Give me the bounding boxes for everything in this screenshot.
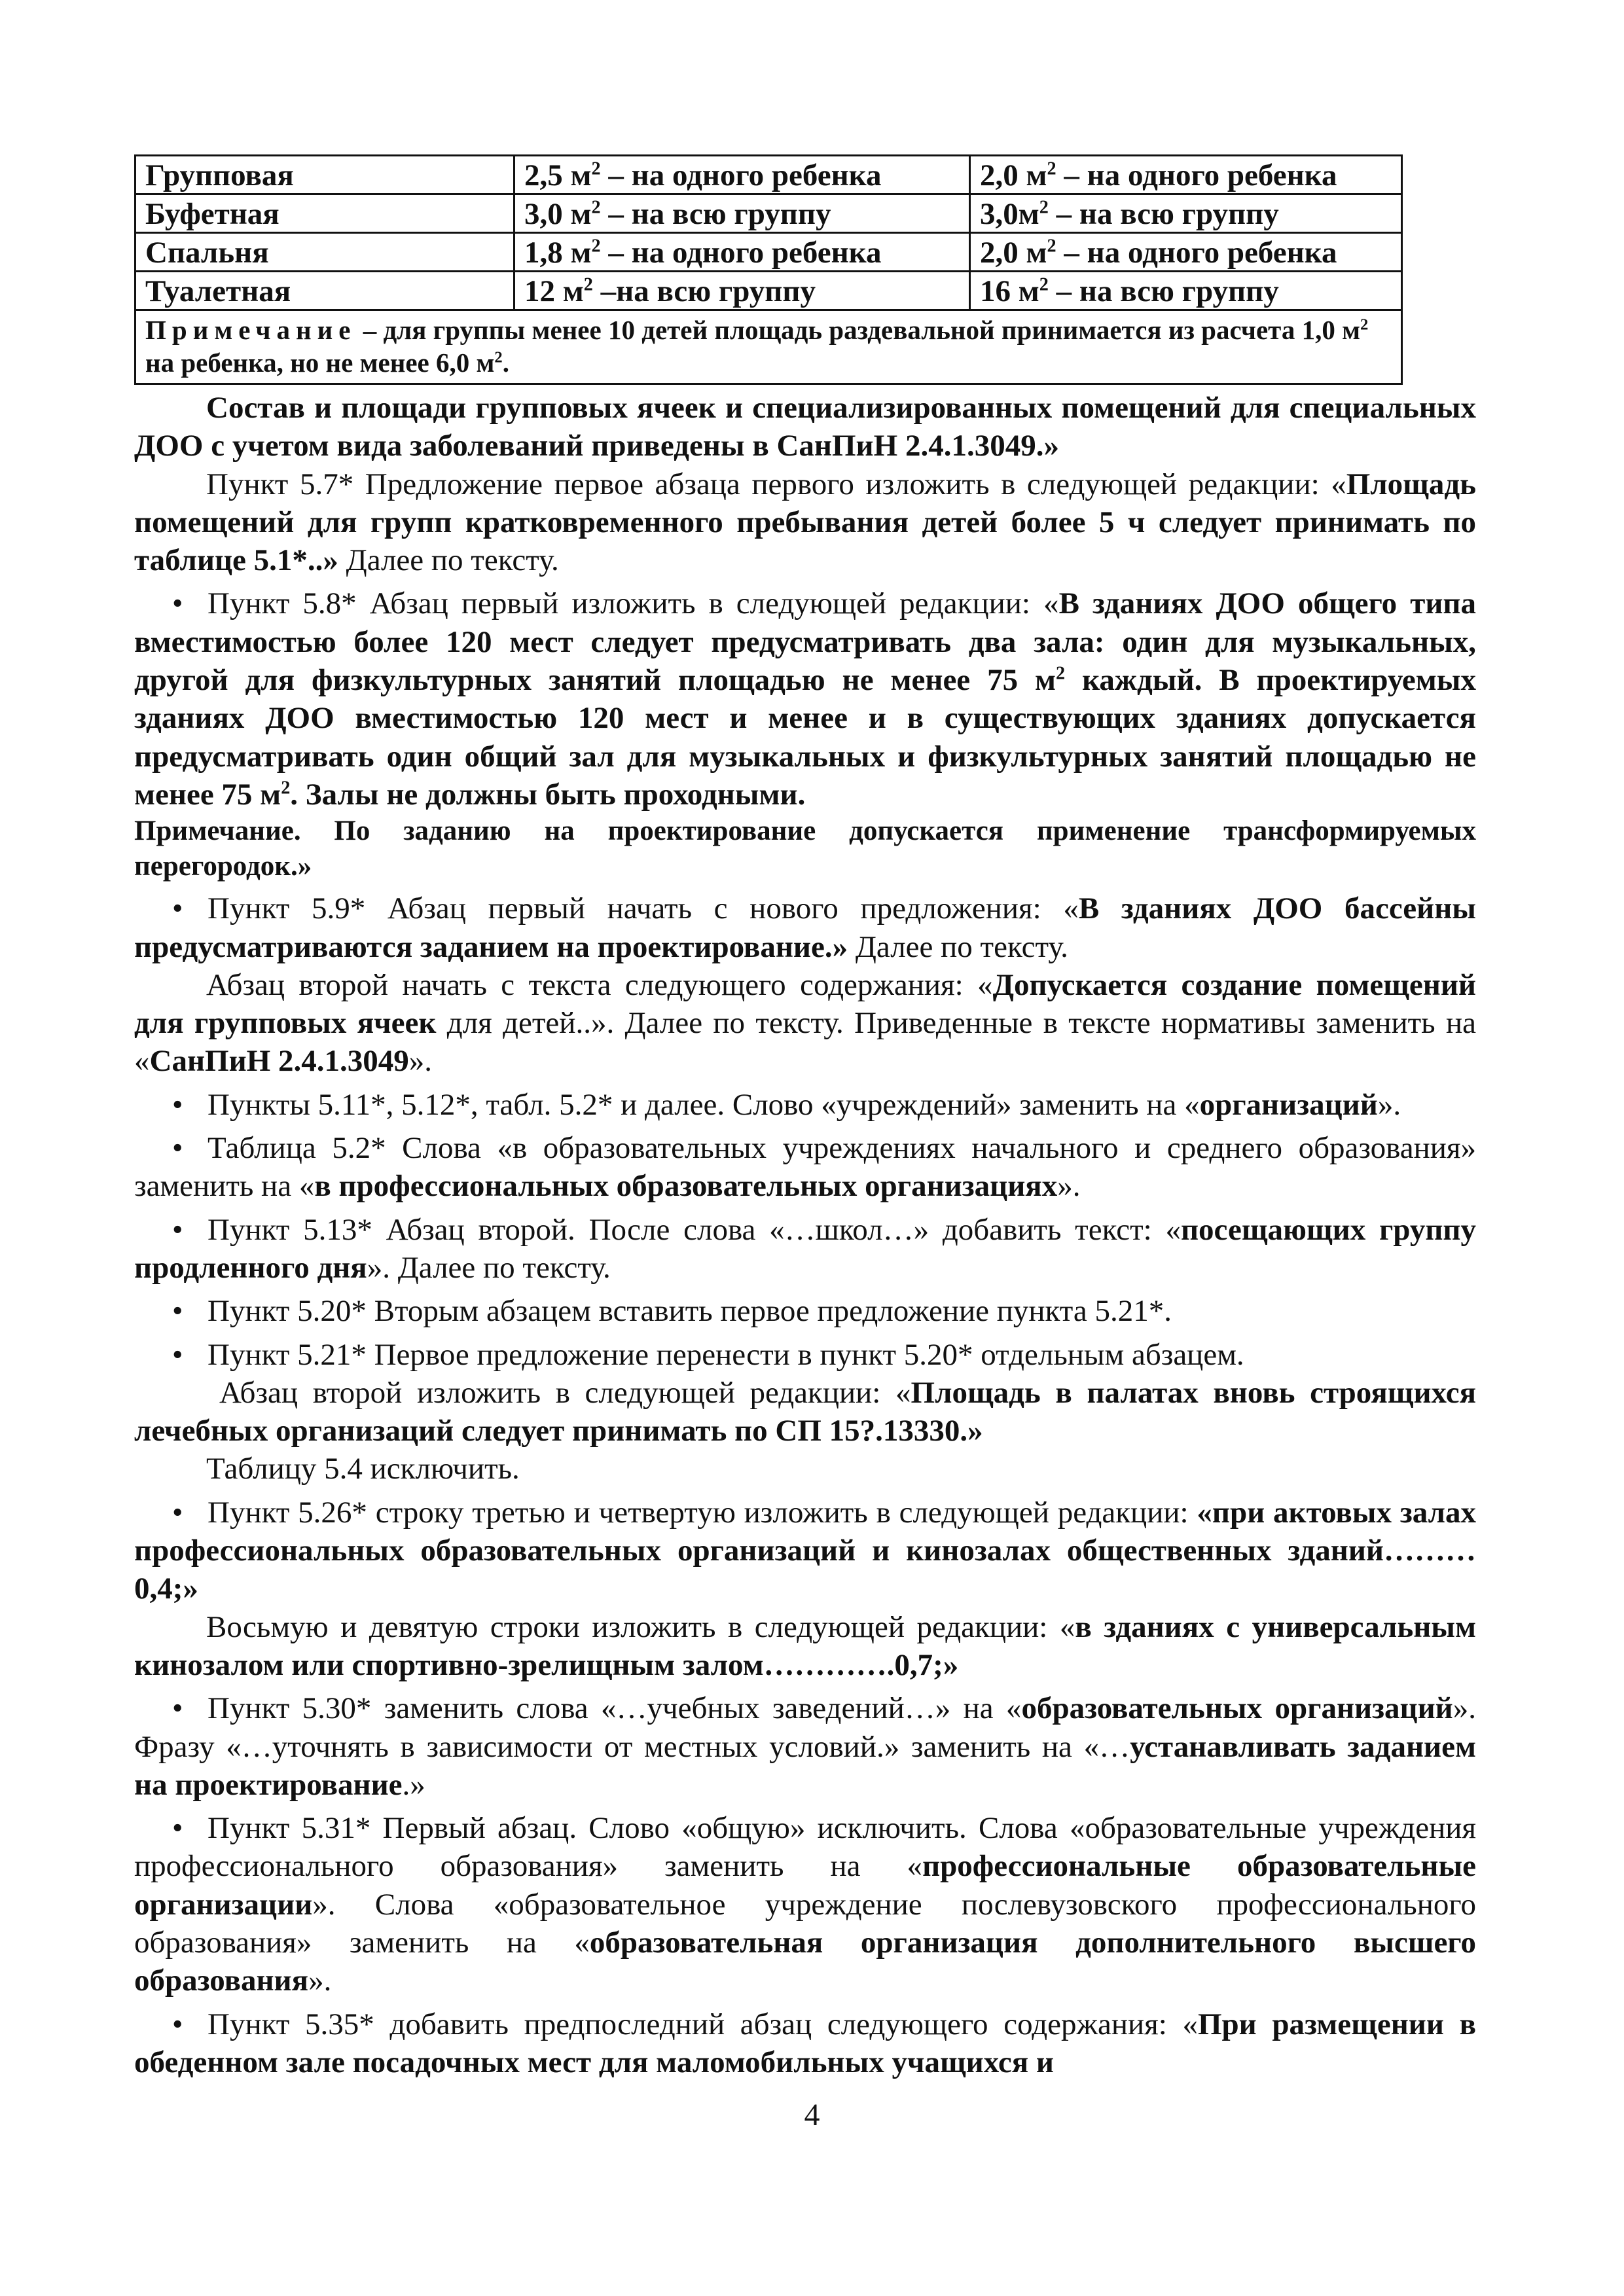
bullet-icon: • (172, 1337, 183, 1372)
bullet-5-11: • Пункты 5.11*, 5.12*, табл. 5.2* и далее. Слово «учреждений» заменить на «организаций». (134, 1086, 1476, 1124)
bullet-5-35: • Пункт 5.35* добавить предпоследний абзац следующего содержания: «При размещении в обеденном зале посадочных мест для маломобильных учащихся и (134, 2005, 1476, 2082)
table-cell: Групповая (135, 156, 514, 194)
table-note: Примечание – для группы менее 10 детей площадь раздевальной принимается из расчета 1,0 $м^2$ на ребенка, но не менее 6,0 $м^2$. (135, 310, 1402, 384)
bullet-icon: • (172, 1691, 183, 1726)
bullet-5-31: • Пункт 5.31* Первый абзац. Слово «общую» исключить. Слова «образовательные учреждения профессионального образования» заменить на «профессиональные образовательные организации». Слова «образовательное учреждение послевузовского профессионального образования» заменить на «образовательная организация дополнительного высшего образования». (134, 1809, 1476, 2000)
paragraph-palaty: Абзац второй изложить в следующей редакции: «Площадь в палатах вновь строящихся лечебных организаций следует принимать по СП 15?.13330.» (134, 1375, 1476, 1448)
note-transform-partitions: Примечание. По заданию на проектирование допускается применение трансформируемых перегородок.» (134, 816, 1476, 882)
table-cell: 2,5 $м^2$ – на одного ребенка (514, 156, 970, 194)
bullet-icon: • (172, 1294, 183, 1329)
bullet-5-13: • Пункт 5.13* Абзац второй. После слова «…школ…» добавить текст: «посещающих группу продленного дня». Далее по тексту. (134, 1211, 1476, 1287)
paragraph-rows-8-9: Восьмую и девятую строки изложить в следующей редакции: «в зданиях с универсальным кинозалом или спортивно-зрелищным залом………….0,7;» (134, 1609, 1476, 1682)
bullet-5-21: • Пункт 5.21* Первое предложение перенести в пункт 5.20* отдельным абзацем. (134, 1336, 1476, 1374)
table-cell: 2,0 $м^2$ – на одного ребенка (970, 233, 1402, 272)
paragraph-composition: Состав и площади групповых ячеек и специализированных помещений для специальных ДОО с учетом вида заболеваний приведены в СанПиН 2.4.1.3049.» (134, 391, 1476, 463)
bullet-icon: • (172, 1495, 183, 1530)
table-note-row (135, 310, 1402, 384)
table-cell: 1,8 $м^2$ – на одного ребенка (514, 233, 970, 272)
bullet-icon: • (172, 2007, 183, 2041)
table-cell: 3,0 $м^2$ – на всю группу (514, 194, 970, 233)
page-number: 4 (804, 2098, 820, 2132)
bullet-icon: • (172, 1212, 183, 1247)
bullet-icon: • (172, 1087, 183, 1122)
paragraph-table-5-4: Таблицу 5.4 исключить. (206, 1452, 520, 1486)
area-norms-table (134, 154, 1403, 385)
table-cell: Спальня (135, 233, 514, 272)
table-row (135, 156, 1402, 194)
note-label: Примечание (145, 315, 357, 345)
table-cell: 16 $м^2$ – на всю группу (970, 272, 1402, 310)
bullet-5-20: • Пункт 5.20* Вторым абзацем вставить первое предложение пункта 5.21*. (134, 1292, 1476, 1330)
table-cell: Буфетная (135, 194, 514, 233)
bullet-icon: • (172, 891, 183, 926)
bullet-5-8: • Пункт 5.8* Абзац первый изложить в следующей редакции: «В зданиях ДОО общего типа вместимостью более 120 мест следует предусматривать два зала: один для музыкальных, другой для физкультурных занятий площадью не менее 75 $м^2$ каждый. В проектируемых зданиях ДОО вместимостью 120 мест и менее и в существующих зданиях допускается предусматривать один общий зал для музыкальных и физкультурных занятий площадью не менее 75 $м^2$. Залы не должны быть проходными. (134, 584, 1476, 814)
table-cell: 12 $м^2$ –на всю группу (514, 272, 970, 310)
bullet-5-30: • Пункт 5.30* заменить слова «…учебных заведений…» на «образовательных организаций». Фразу «…уточнять в зависимости от местных условий.» заменить на «…устанавливать заданием на проектирование.» (134, 1689, 1476, 1804)
table-cell: $3,0м^2$ – на всю группу (970, 194, 1402, 233)
table-cell: Туалетная (135, 272, 514, 310)
paragraph-abzac-vtoroj: Абзац второй начать с текста следующего содержания: «Допускается создание помещений для групповых ячеек для детей..». Далее по тексту. Приведенные в тексте нормативы заменить на «СанПиН 2.4.1.3049». (134, 967, 1477, 1079)
table-cell: 2,0 $м^2$ – на одного ребенка (970, 156, 1402, 194)
table-row (135, 233, 1402, 272)
bullet-icon: • (172, 1131, 183, 1166)
table-row (135, 194, 1402, 233)
bullet-icon: • (172, 1811, 183, 1846)
document-page (134, 154, 1476, 2081)
bullet-5-26: • Пункт 5.26* строку третью и четвертую изложить в следующей редакции: «при актовых залах профессиональных образовательных организаций и кинозалах общественных зданий………0,4;» (134, 1494, 1476, 1608)
bullet-5-9: • Пункт 5.9* Абзац первый начать с нового предложения: «В зданиях ДОО бассейны предусматриваются заданием на проектирование.» Далее по тексту. (134, 889, 1476, 966)
paragraph-5-7: Пункт 5.7* Предложение первое абзаца первого изложить в следующей редакции: «Площадь помещений для групп кратковременного пребывания детей более 5 ч следует принимать по таблице 5.1*..» Далее по тексту. (134, 467, 1476, 578)
table-row (135, 272, 1402, 310)
bullet-table-5-2: • Таблица 5.2* Слова «в образовательных учреждениях начального и среднего образования» заменить на «в профессиональных образовательных организациях». (134, 1129, 1476, 1206)
bullet-icon: • (172, 586, 183, 621)
